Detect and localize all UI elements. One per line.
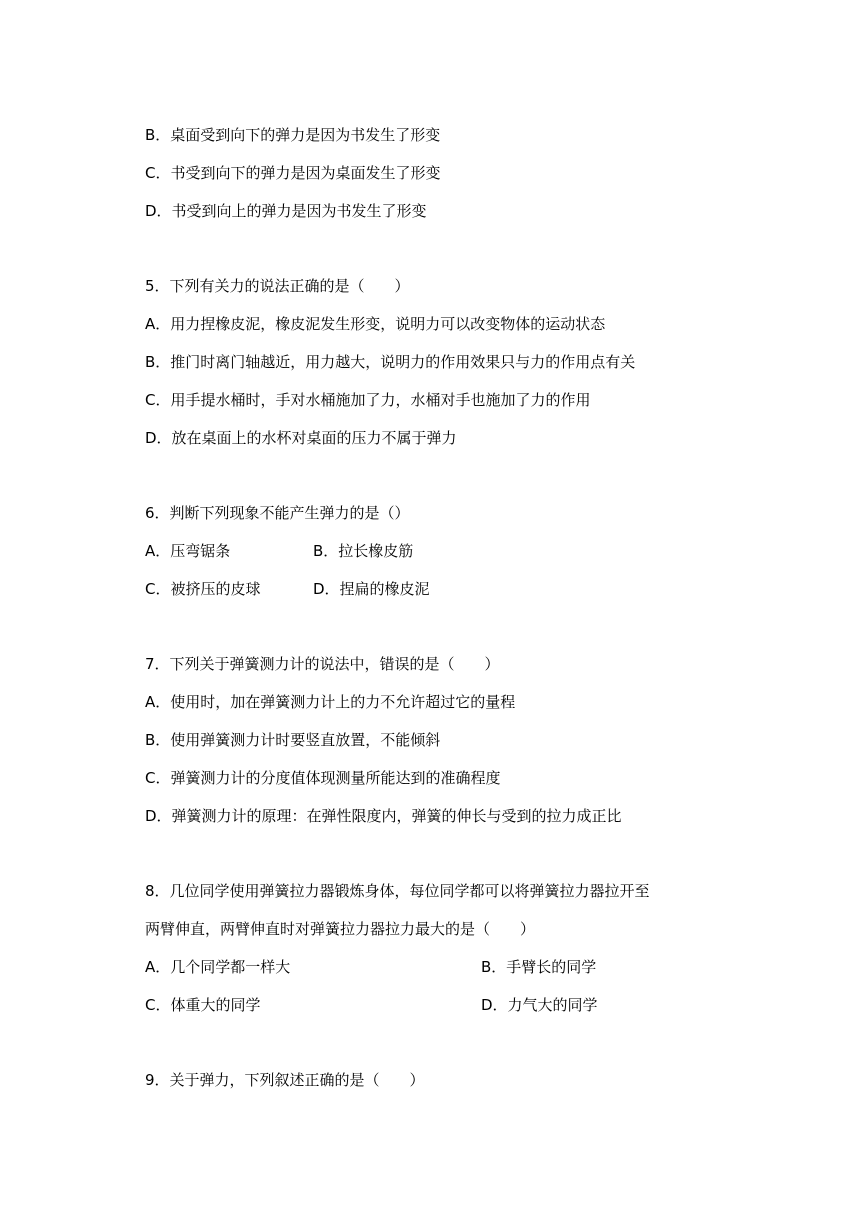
q6-option-a: A．压弯锯条 bbox=[145, 542, 231, 560]
q6-option-b: B．拉长橡皮筋 bbox=[313, 542, 414, 560]
q5-option-a: A．用力捏橡皮泥，橡皮泥发生形变，说明力可以改变物体的运动状态 bbox=[145, 315, 606, 333]
q7-stem: 7．下列关于弹簧测力计的说法中，错误的是（ ） bbox=[145, 655, 500, 673]
q8-stem-line1: 8．几位同学使用弹簧拉力器锻炼身体，每位同学都可以将弹簧拉力器拉开至 bbox=[145, 882, 650, 900]
q6-option-c: C．被挤压的皮球 bbox=[145, 580, 261, 598]
q7-option-c: C．弹簧测力计的分度值体现测量所能达到的准确程度 bbox=[145, 769, 501, 787]
q6-stem: 6．判断下列现象不能产生弹力的是（） bbox=[145, 504, 410, 522]
q8-option-b: B．手臂长的同学 bbox=[481, 958, 597, 976]
q5-stem: 5．下列有关力的说法正确的是（ ） bbox=[145, 277, 410, 295]
q9-stem: 9．关于弹力，下列叙述正确的是（ ） bbox=[145, 1071, 425, 1089]
q7-option-b: B．使用弹簧测力计时要竖直放置，不能倾斜 bbox=[145, 731, 441, 749]
q4-option-c: C．书受到向下的弹力是因为桌面发生了形变 bbox=[145, 164, 441, 182]
q8-option-d: D．力气大的同学 bbox=[481, 996, 598, 1014]
q8-option-a: A．几个同学都一样大 bbox=[145, 958, 291, 976]
q5-option-d: D．放在桌面上的水杯对桌面的压力不属于弹力 bbox=[145, 429, 457, 447]
q7-option-a: A．使用时，加在弹簧测力计上的力不允许超过它的量程 bbox=[145, 693, 516, 711]
q7-option-d: D．弹簧测力计的原理：在弹性限度内，弹簧的伸长与受到的拉力成正比 bbox=[145, 807, 622, 825]
q5-option-c: C．用手提水桶时，手对水桶施加了力，水桶对手也施加了力的作用 bbox=[145, 391, 591, 409]
q4-option-b: B．桌面受到向下的弹力是因为书发生了形变 bbox=[145, 126, 441, 144]
q5-option-b: B．推门时离门轴越近，用力越大，说明力的作用效果只与力的作用点有关 bbox=[145, 353, 636, 371]
q4-option-d: D．书受到向上的弹力是因为书发生了形变 bbox=[145, 202, 427, 220]
q6-option-d: D．捏扁的橡皮泥 bbox=[313, 580, 430, 598]
q8-stem-line2: 两臂伸直，两臂伸直时对弹簧拉力器拉力最大的是（ ） bbox=[145, 920, 536, 938]
q8-option-c: C．体重大的同学 bbox=[145, 996, 261, 1014]
